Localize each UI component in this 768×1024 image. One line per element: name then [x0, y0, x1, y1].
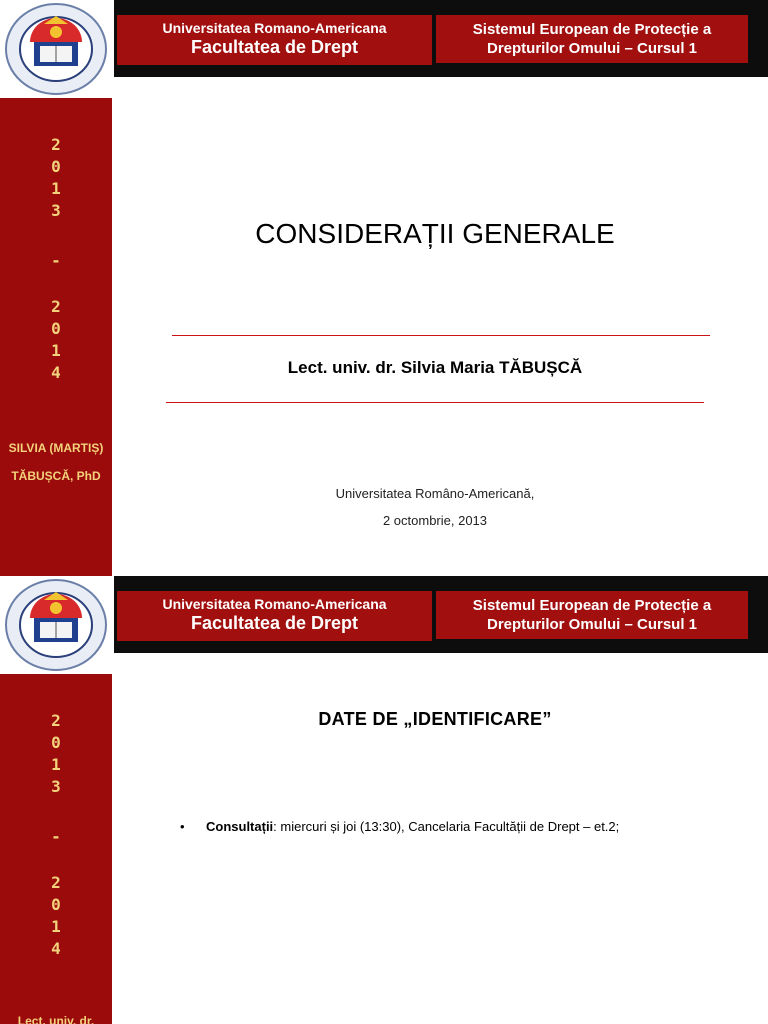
course-title-line2: Drepturilor Omului – Cursul 1 [486, 616, 698, 633]
course-title-line2: Drepturilor Omului – Cursul 1 [486, 40, 698, 57]
header-university-box [117, 15, 432, 65]
year-dash [0, 826, 112, 848]
header-university-box [117, 591, 432, 641]
year-digit: 2 [51, 873, 61, 892]
year-digit: 1 [51, 917, 61, 936]
presentation-date: 2 octombrie, 2013 [382, 513, 488, 528]
year-digit: 1 [51, 341, 61, 360]
bullet-label: Consultații [206, 819, 274, 834]
university-logo [0, 0, 114, 98]
university-logo [0, 576, 114, 674]
author-title-partial: Lect. univ. dr. [17, 1014, 95, 1024]
year-digit: 3 [51, 201, 61, 220]
header-course-box [436, 15, 748, 63]
year-digit: 3 [51, 777, 61, 796]
university-name: Universitatea Romano-Americana [162, 20, 387, 36]
faculty-name: Facultatea de Drept [190, 613, 359, 633]
institution-name: Universitatea Româno-Americană, [335, 486, 535, 501]
bullet-icon: • [180, 819, 185, 834]
year-digit: 1 [51, 179, 61, 198]
year-end [0, 296, 112, 384]
divider-bottom [166, 402, 704, 403]
course-title-line1: Sistemul European de Protecție a [472, 597, 712, 614]
year-digit: 2 [51, 711, 61, 730]
year-start [0, 710, 112, 798]
year-digit: 0 [51, 895, 61, 914]
author-name-line1: SILVIA (MARTIȘ) [8, 441, 104, 455]
year-dash [0, 250, 112, 272]
header-course-box [436, 591, 748, 639]
year-end [0, 872, 112, 960]
divider-top [172, 335, 710, 336]
slide-title: CONSIDERAȚII GENERALE [255, 218, 615, 249]
year-digit: 4 [51, 939, 61, 958]
list-item [180, 819, 619, 834]
slide-title: DATE DE „IDENTIFICARE” [318, 709, 552, 729]
sidebar [0, 98, 112, 576]
university-seal-icon [4, 2, 108, 96]
bullet-text: : miercuri și joi (13:30), Cancelaria Facultății de Drept – et.2; [273, 819, 620, 834]
year-dash-char: - [51, 827, 61, 846]
author-name-line2: TĂBUȘCĂ, PhD [11, 469, 101, 483]
slide-2 [0, 576, 768, 1024]
year-digit: 2 [51, 297, 61, 316]
year-start [0, 134, 112, 222]
year-digit: 0 [51, 157, 61, 176]
year-digit: 4 [51, 363, 61, 382]
year-digit: 0 [51, 733, 61, 752]
faculty-name: Facultatea de Drept [190, 37, 359, 57]
course-title-line1: Sistemul European de Protecție a [472, 21, 712, 38]
sidebar [0, 674, 112, 1024]
university-seal-icon [4, 578, 108, 672]
author-name: Lect. univ. dr. Silvia Maria TĂBUȘCĂ [287, 358, 583, 377]
year-digit: 1 [51, 755, 61, 774]
year-digit: 0 [51, 319, 61, 338]
year-dash-char: - [51, 251, 61, 270]
year-digit: 2 [51, 135, 61, 154]
university-name: Universitatea Romano-Americana [162, 596, 387, 612]
